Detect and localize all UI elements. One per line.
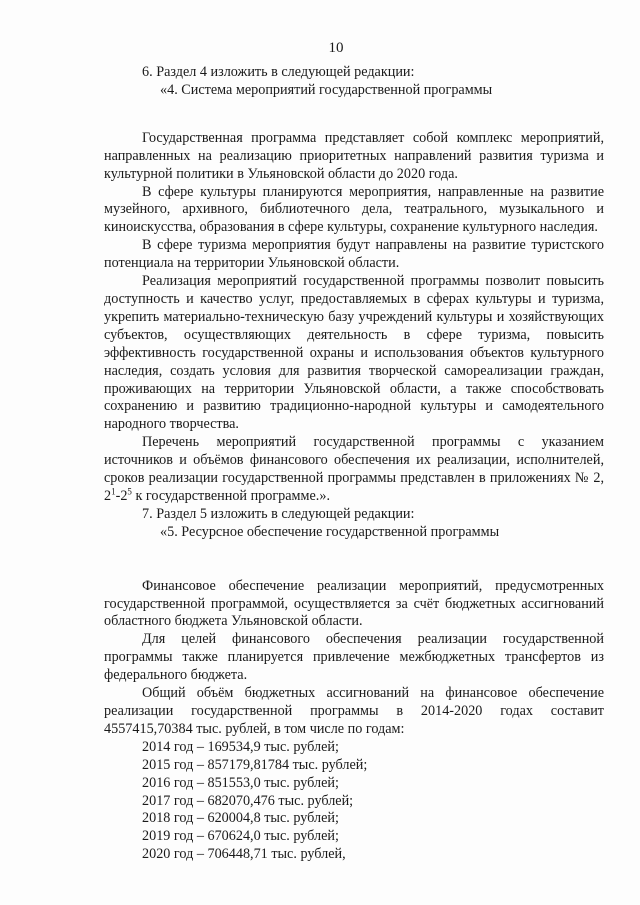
section-7-instruction: 7. Раздел 5 изложить в следующей редакции: <box>142 505 415 522</box>
list-item: 2020 год – 706448,71 тыс. рублей, <box>142 846 346 863</box>
paragraph-federal-transfers: Для целей финансового обеспечения реализации государственной программы также планируется привлечение межбюджетных трансфертов из федерального бюджета. <box>104 631 604 684</box>
appendix-dash: -2 <box>115 487 128 504</box>
list-item: 2015 год – 857179,81784 тыс. рублей; <box>142 756 368 773</box>
paragraph-culture: В сфере культуры планируются мероприятия, направленные на развитие музейного, архивного, библиотечного дела, театрального, музыкального и киноискусства, образования в сфере культуры, сохранение культурного наследия. <box>104 183 604 236</box>
document-body <box>104 64 604 864</box>
list-item: 2017 год – 682070,476 тыс. рублей; <box>142 792 354 809</box>
page-number: 10 <box>328 40 344 56</box>
budget-by-year-list <box>104 739 604 864</box>
appendix-text-end: к государственной программе.». <box>131 487 330 504</box>
section-4-heading: «4. Система мероприятий государственной программы <box>160 81 493 98</box>
appendix-text: Перечень мероприятий государственной программы с указанием источников и объёмов финансового обеспечения их реализации, исполнителей, сроков реализации государственной программы представлен в приложениях № 2, 2 <box>104 434 604 504</box>
list-item: 2019 год – 670624,0 тыс. рублей; <box>142 828 339 845</box>
list-item: 2014 год – 169534,9 тыс. рублей; <box>142 738 339 755</box>
list-item: 2016 год – 851553,0 тыс. рублей; <box>142 774 339 791</box>
spacer <box>104 100 604 130</box>
paragraph-program-overview: Государственная программа представляет собой комплекс мероприятий, направленных на реализацию приоритетных направлений развития туризма и культурной политики в Ульяновской области до 2020 года. <box>104 129 604 182</box>
paragraph-total-budget: Общий объём бюджетных ассигнований на финансовое обеспечение реализации государственной программы в 2014-2020 годах составит 4557415,70384 тыс. рублей, в том числе по годам: <box>104 685 604 737</box>
paragraph-tourism: В сфере туризма мероприятия будут направлены на развитие туристского потенциала на территории Ульяновской области. <box>104 237 604 272</box>
appendix-sup-1: 1 <box>111 486 116 497</box>
spacer <box>104 542 604 578</box>
appendix-sup-5: 5 <box>127 486 132 497</box>
paragraph-funding-source: Финансовое обеспечение реализации мероприятий, предусмотренных государственной программой, осуществляется за счёт бюджетных ассигнований областного бюджета Ульяновской области. <box>104 577 604 630</box>
section-5-heading: «5. Ресурсное обеспечение государственной программы <box>160 523 500 540</box>
paragraph-appendix <box>104 434 604 506</box>
list-item: 2018 год – 620004,8 тыс. рублей; <box>142 810 339 827</box>
paragraph-outcomes: Реализация мероприятий государственной программы позволит повысить доступность и качество услуг, предоставляемых в сферах культуры и туризма, укрепить материально-техническую базу учреждений культуры и хозяйствующих субъектов, осуществляющих деятельность в сфере туризма, повысить эффективность государственной охраны и использования объектов культурного наследия, создать условия для развития творческой самореализации граждан, проживающих на территории Ульяновской области, а также способствовать сохранению и развитию традиционно-народной культуры и самодеятельного народного творчества. <box>104 273 604 433</box>
section-6-instruction: 6. Раздел 4 изложить в следующей редакции: <box>142 64 415 80</box>
